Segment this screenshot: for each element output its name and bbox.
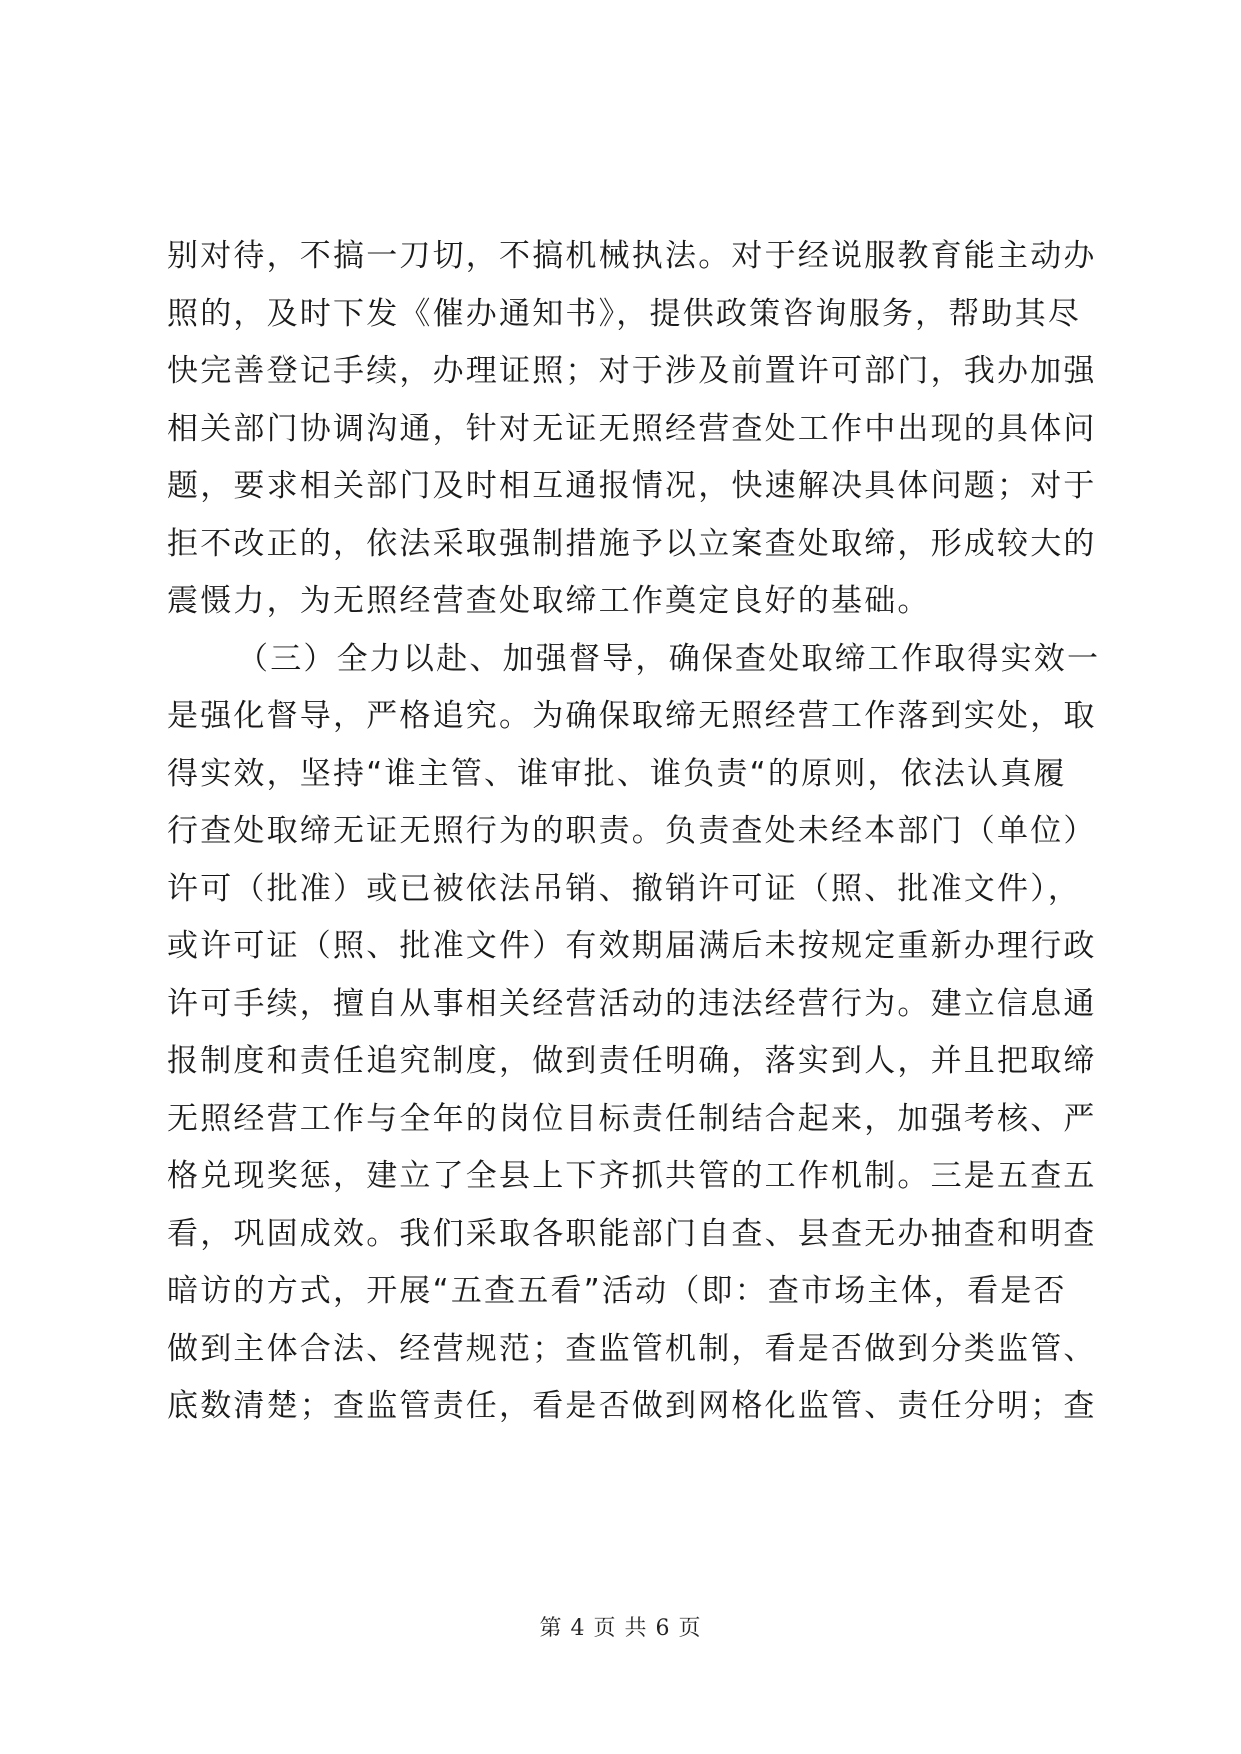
- text-line: 行查处取缔无证无照行为的职责。负责查处未经本部门（单位）: [167, 813, 1097, 849]
- text-line: 照的，及时下发《催办通知书》，提供政策咨询服务，帮助其尽: [167, 295, 1082, 332]
- text-line: 快完善登记手续，办理证照；对于涉及前置许可部门，我办加强: [167, 353, 1097, 389]
- text-line: 拒不改正的，依法采取强制措施予以立案查处取缔，形成较大的: [167, 525, 1097, 562]
- text-line: 或许可证（照、批准文件）有效期届满后未按规定重新办理行政: [167, 928, 1097, 964]
- text-line: 许可手续，擅自从事相关经营活动的违法经营行为。建立信息通: [167, 985, 1097, 1022]
- text-line: 做到主体合法、经营规范；查监管机制，看是否做到分类监管、: [167, 1330, 1097, 1367]
- text-line: 题，要求相关部门及时相互通报情况，快速解决具体问题；对于: [167, 468, 1097, 504]
- text-line: 看，巩固成效。我们采取各职能部门自查、县查无办抽查和明查: [167, 1215, 1097, 1252]
- text-line: 震慑力，为无照经营查处取缔工作奠定良好的基础。: [167, 583, 931, 619]
- text-line: 是强化督导，严格追究。为确保取缔无照经营工作落到实处，取: [167, 698, 1097, 734]
- text-line: 格兑现奖惩，建立了全县上下齐抓共管的工作机制。三是五查五: [167, 1158, 1097, 1194]
- text-line: 许可（批准）或已被依法吊销、撤销许可证（照、批准文件），: [167, 870, 1082, 907]
- body-text: [167, 228, 1101, 1436]
- text-line: 报制度和责任追究制度，做到责任明确，落实到人，并且把取缔: [167, 1043, 1097, 1079]
- text-line: 无照经营工作与全年的岗位目标责任制结合起来，加强考核、严: [167, 1100, 1097, 1137]
- page-number-footer: 第 4 页 共 6 页: [539, 1616, 702, 1641]
- text-line: 别对待，不搞一刀切，不搞机械执法。对于经说服教育能主动办: [167, 238, 1097, 274]
- text-line: 得实效，坚持“谁主管、谁审批、谁负责“的原则，依法认真履: [167, 755, 1067, 792]
- text-line: 暗访的方式，开展“五查五看”活动（即：查市场主体，看是否: [167, 1273, 1067, 1309]
- text-line: 相关部门协调沟通，针对无证无照经营查处工作中出现的具体问: [167, 410, 1097, 447]
- section-heading-line: （三）全力以赴、加强督导，确保查处取缔工作取得实效一: [237, 640, 1101, 677]
- text-line: 底数清楚；查监管责任，看是否做到网格化监管、责任分明；查: [167, 1388, 1097, 1424]
